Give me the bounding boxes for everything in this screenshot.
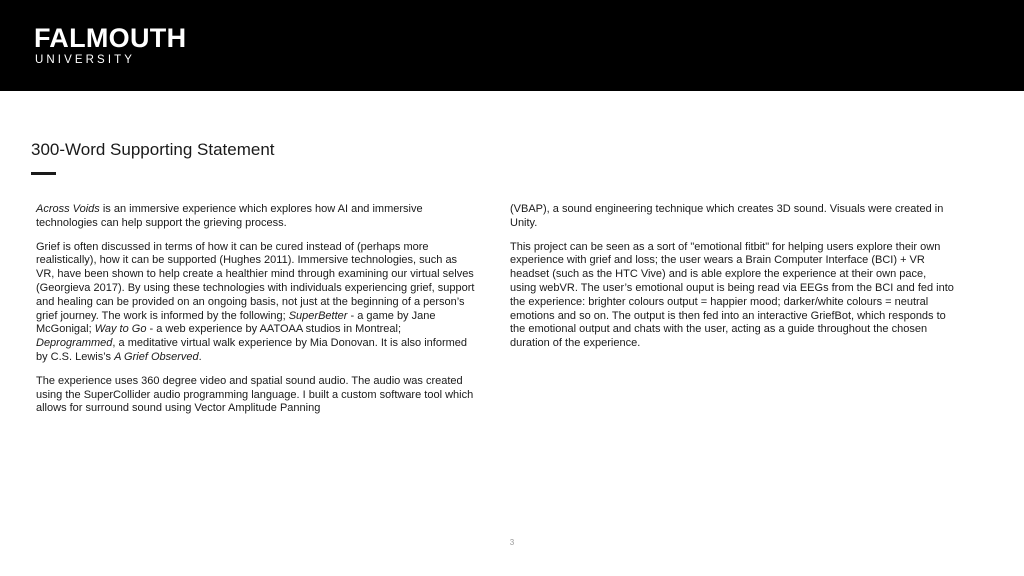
falmouth-university-logo [34,24,186,67]
context-text-a: Grief is often discussed in terms of how it can be cured instead of (perhaps more realistically), how it can be supported (Hughes 2011). Immersive technologies, such as VR, have been shown to help create a healthier mind through examining our virtual selves (Georgieva 2017). By using these technologies with individuals experiencing grief, support and healing can be provided on an ongoing basis, not just at the beginning of a person’s grief journey. The work is informed by the following; [36,240,475,322]
logo-wordmark: FALMOUTH [34,23,187,53]
ref-deprogrammed: Deprogrammed [36,337,113,350]
context-text-e: . [198,350,202,363]
technology-paragraph: The experience uses 360 degree video and spatial sound audio. The audio was created using the SuperCollider audio programming language. I built a custom software tool which allows for surround sound using Vector Amplitude Panning [36,374,474,415]
work-title: Across Voids [36,203,100,215]
emotional-fitbit-paragraph: This project can be seen as a sort of "emotional fitbit" for helping users explore their own experience with grief and loss; the user wears a Brain Computer Interface (BCI) + VR headset (such as the HTC Vive) and is able explore the experience at their own pace, using webVR. The user’s emotional ouput is being read via EEGs from the BCI and fed into the experience: brighter colours output = happier mood; darker/white colours = neutral emotions and so on. The output is then fed into an interactive GriefBot, which responds to the emotional output and chats with the user, acting as a guide throughout the chosen duration of the experience. [510,240,954,350]
logo-subtitle: UNIVERSITY [35,54,136,66]
slide-title: 300-Word Supporting Statement [31,140,275,159]
vbap-paragraph: (VBAP), a sound engineering technique which creates 3D sound. Visuals were created in Unity. [510,203,944,229]
intro-text: is an immersive experience which explores how AI and immersive technologies can help support the grieving process. [36,203,423,229]
context-text-c: - a web experience by AATOAA studios in Montreal; [146,323,402,336]
grief-context-paragraph [36,241,476,365]
title-underline-accent [31,172,56,175]
intro-paragraph [36,203,476,231]
context-text-b: - a game by Jane McGonigal; [36,309,436,336]
header-band [0,0,1024,91]
ref-superbetter: SuperBetter [288,309,348,322]
page-number: 3 [509,538,515,547]
right-text-column [510,203,955,361]
ref-way-to-go: Way to Go [94,323,147,336]
left-text-column [36,203,476,426]
context-text-d: , a meditative virtual walk experience by Mia Donovan. It is also informed by C.S. Lewis’s [36,337,468,363]
ref-a-grief-observed: A Grief Observed [114,350,199,363]
